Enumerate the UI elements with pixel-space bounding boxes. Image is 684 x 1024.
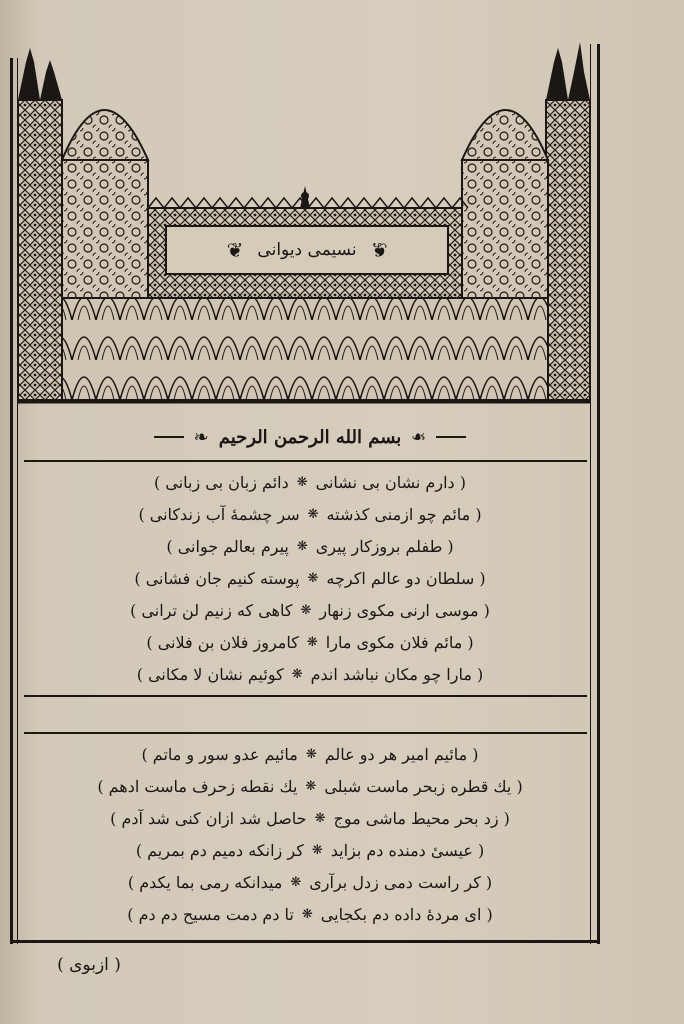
verse-right-hemistich: ( مائم چو ازمنی کذشته <box>326 504 482 524</box>
verse-left-hemistich: دائم زبان بی زبانی ) <box>154 472 289 492</box>
verse-right-hemistich: ( ای مردهٔ داده دم بکجایی <box>320 904 493 924</box>
star-separator-icon: ❋ <box>307 506 319 522</box>
star-separator-icon: ❋ <box>301 906 313 922</box>
star-separator-icon: ❋ <box>296 538 308 554</box>
verse-line <box>70 626 550 658</box>
verse-left-hemistich: مائیم عدو سور و ماتم ) <box>141 744 298 764</box>
title-cartouche <box>165 225 449 275</box>
verse-right-hemistich: ( سلطان دو عالم اکرچه <box>326 568 486 588</box>
header-ornament <box>0 0 684 410</box>
verse-right-hemistich: ( عیسیٔ دمنده دم بزاید <box>330 840 485 860</box>
verse-left-hemistich: حاصل شد ازان کنی شد آدم ) <box>110 808 307 828</box>
verse-line <box>70 466 550 498</box>
scroll-ornament-icon: ❧ <box>193 426 209 448</box>
star-separator-icon: ❋ <box>291 666 303 682</box>
star-separator-icon: ❋ <box>305 778 317 794</box>
verse-left-hemistich: میدانکه رمی بما یکدم ) <box>127 872 283 892</box>
verse-line <box>70 658 550 690</box>
verse-line <box>70 802 550 834</box>
verse-left-hemistich: کاهی که زنیم لن ترانی ) <box>130 600 293 620</box>
rule <box>24 695 587 697</box>
star-separator-icon: ❋ <box>300 602 312 618</box>
frame-bottom <box>10 940 600 943</box>
basmala: بسم الله الرحمن الرحيم <box>218 426 402 448</box>
verse-left-hemistich: پیرم بعالم جوانی ) <box>166 536 289 556</box>
verse-line <box>70 530 550 562</box>
right-flourish-icon: ❦ <box>370 238 388 262</box>
verse-left-hemistich: یك نقطه زحرف ماست ادهم ) <box>97 776 298 796</box>
verse-line <box>70 866 550 898</box>
verse-line <box>70 770 550 802</box>
star-separator-icon: ❋ <box>311 842 323 858</box>
stanza-two <box>70 738 550 930</box>
basmala-row <box>150 420 470 454</box>
dash-line-right <box>436 436 466 438</box>
verse-right-hemistich: ( دارم نشان بی نشانی <box>315 472 466 492</box>
star-separator-icon: ❋ <box>306 634 318 650</box>
verse-left-hemistich: تا دم دمت مسیح دم دم ) <box>127 904 294 924</box>
verse-line <box>70 498 550 530</box>
signature-catchword: ( ازبوی ) <box>57 955 121 975</box>
verse-left-hemistich: کر زانکه دمیم دم بمریم ) <box>135 840 304 860</box>
verse-right-hemistich: ( موسی ارنی مکوی زنهار <box>319 600 490 620</box>
verse-left-hemistich: کوئیم نشان لا مکانی ) <box>136 664 284 684</box>
verse-line <box>70 594 550 626</box>
star-separator-icon: ❋ <box>290 874 302 890</box>
verse-right-hemistich: ( کر راست دمی زدل برآری <box>309 872 493 892</box>
verse-right-hemistich: ( زد بحر محیط ماشی موج <box>333 808 510 828</box>
verse-left-hemistich: پوسته کنیم جان فشانی ) <box>134 568 300 588</box>
book-title: نسیمی دیوانی <box>257 240 357 260</box>
star-separator-icon: ❋ <box>314 810 326 826</box>
stanza-one <box>70 466 550 690</box>
dash-line-left <box>154 436 184 438</box>
verse-line <box>70 738 550 770</box>
verse-right-hemistich: ( مارا چو مکان نباشد اندم <box>310 664 484 684</box>
verse-left-hemistich: سر چشمهٔ آب زندکانی ) <box>138 504 300 524</box>
star-separator-icon: ❋ <box>305 746 317 762</box>
verse-line <box>70 834 550 866</box>
rule <box>24 460 587 462</box>
verse-right-hemistich: ( یك قطره زبحر ماست شبلی <box>324 776 523 796</box>
verse-right-hemistich: ( مائم فلان مکوی مارا <box>325 632 474 652</box>
star-separator-icon: ❋ <box>296 474 308 490</box>
verse-right-hemistich: ( مائیم امیر هر دو عالم <box>324 744 479 764</box>
left-flourish-icon: ❦ <box>226 238 244 262</box>
star-separator-icon: ❋ <box>307 570 319 586</box>
verse-line <box>70 562 550 594</box>
verse-left-hemistich: کامروز فلان بن فلانی ) <box>146 632 299 652</box>
rule <box>24 732 587 734</box>
verse-right-hemistich: ( طفلم بروزکار پیری <box>315 536 454 556</box>
scroll-ornament-icon: ❧ <box>411 426 427 448</box>
verse-line <box>70 898 550 930</box>
